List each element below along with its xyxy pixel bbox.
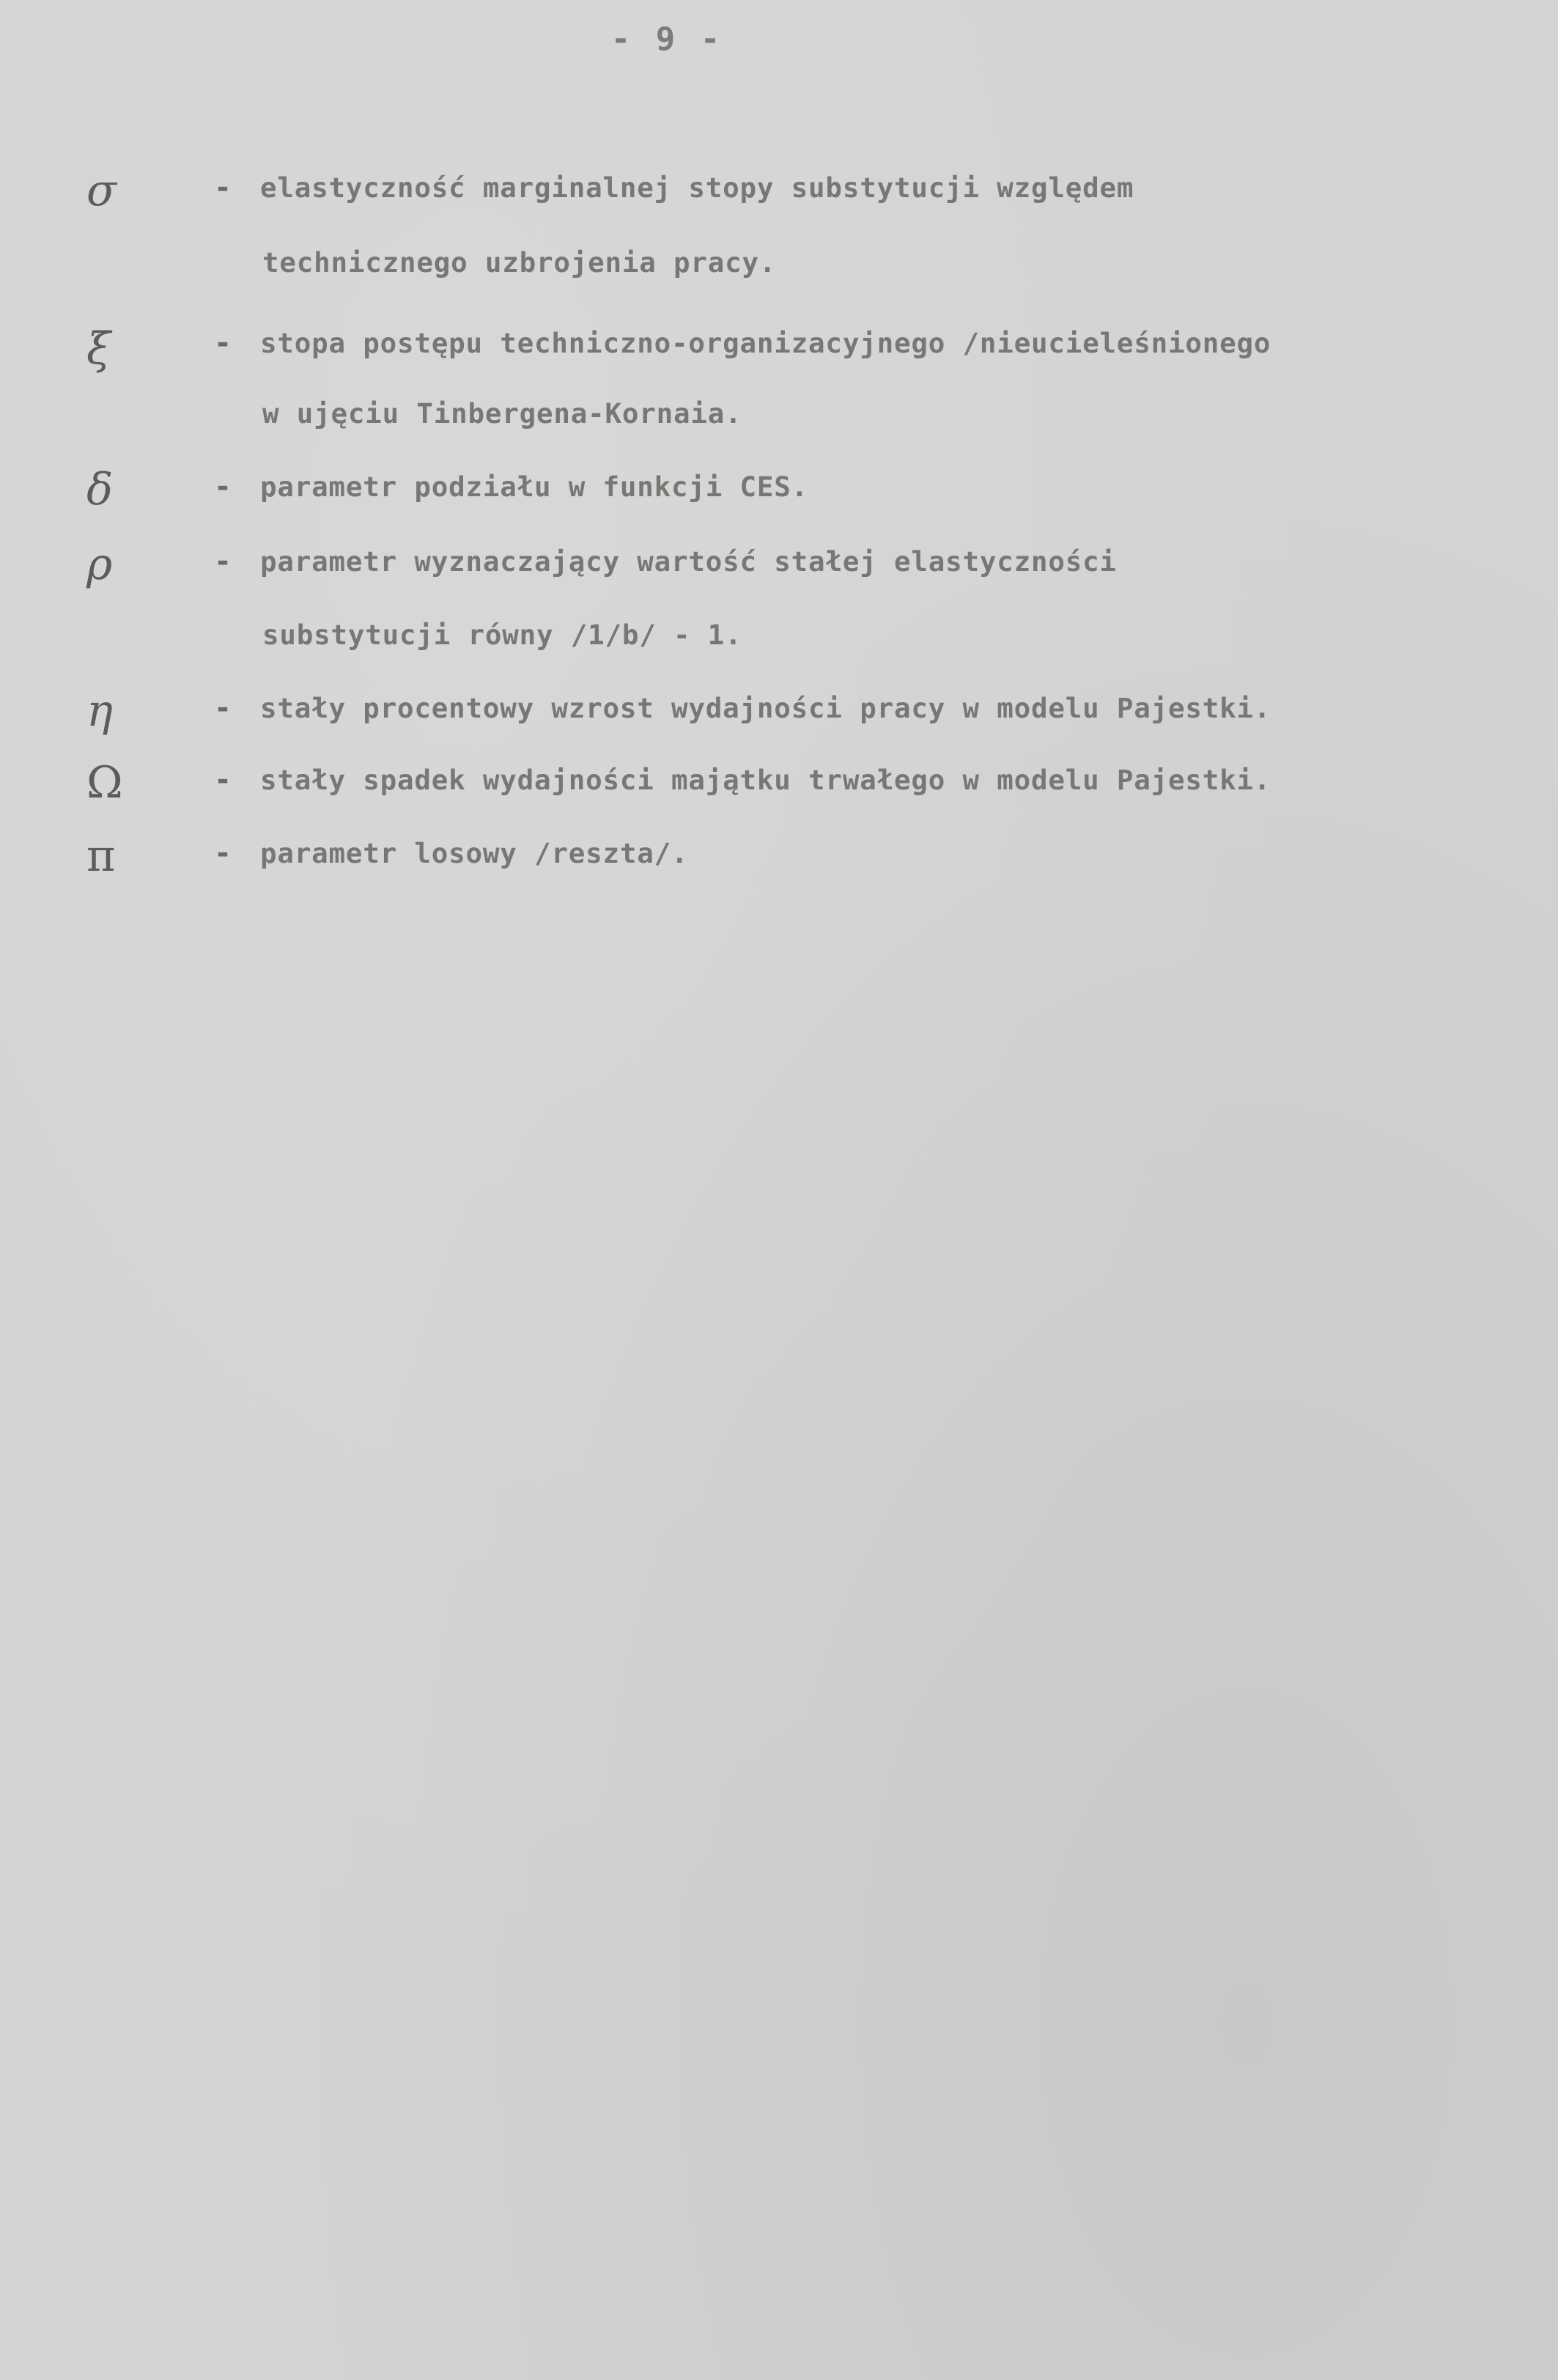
entry-dash: - <box>214 326 232 360</box>
entry-dash: - <box>214 763 232 797</box>
entry-dash: - <box>214 171 232 205</box>
entry-dash: - <box>214 545 232 578</box>
symbol-omega: Ω <box>86 757 123 808</box>
symbol-sigma: σ <box>86 165 117 216</box>
description-line: elastyczność marginalnej stopy substytucji względem <box>260 172 1134 204</box>
description-line: stopa postępu techniczno-organizacyjnego /nieucieleśnionego <box>260 327 1271 359</box>
symbol-delta: δ <box>86 464 114 515</box>
symbol-eta: η <box>86 685 113 737</box>
description-line: substytucji równy /1/b/ - 1. <box>262 619 742 651</box>
entry-dash: - <box>214 470 232 504</box>
symbol-rho: ρ <box>86 539 113 590</box>
description-line: w ujęciu Tinbergena-Kornaia. <box>262 397 742 430</box>
description-line: parametr losowy /reszta/. <box>260 837 689 869</box>
symbol-pi: π <box>86 830 116 882</box>
description-line: parametr wyznaczający wartość stałej elastyczności <box>260 545 1117 578</box>
entry-dash: - <box>214 691 232 725</box>
description-line: technicznego uzbrojenia pracy. <box>262 246 777 279</box>
symbol-xi: ξ <box>86 323 111 375</box>
description-line: stały spadek wydajności majątku trwałego w modelu Pajestki. <box>260 764 1271 796</box>
description-line: stały procentowy wzrost wydajności pracy w modelu Pajestki. <box>260 692 1271 724</box>
entry-dash: - <box>214 836 232 870</box>
description-line: parametr podziału w funkcji CES. <box>260 471 809 503</box>
page-number: - 9 - <box>610 21 723 58</box>
